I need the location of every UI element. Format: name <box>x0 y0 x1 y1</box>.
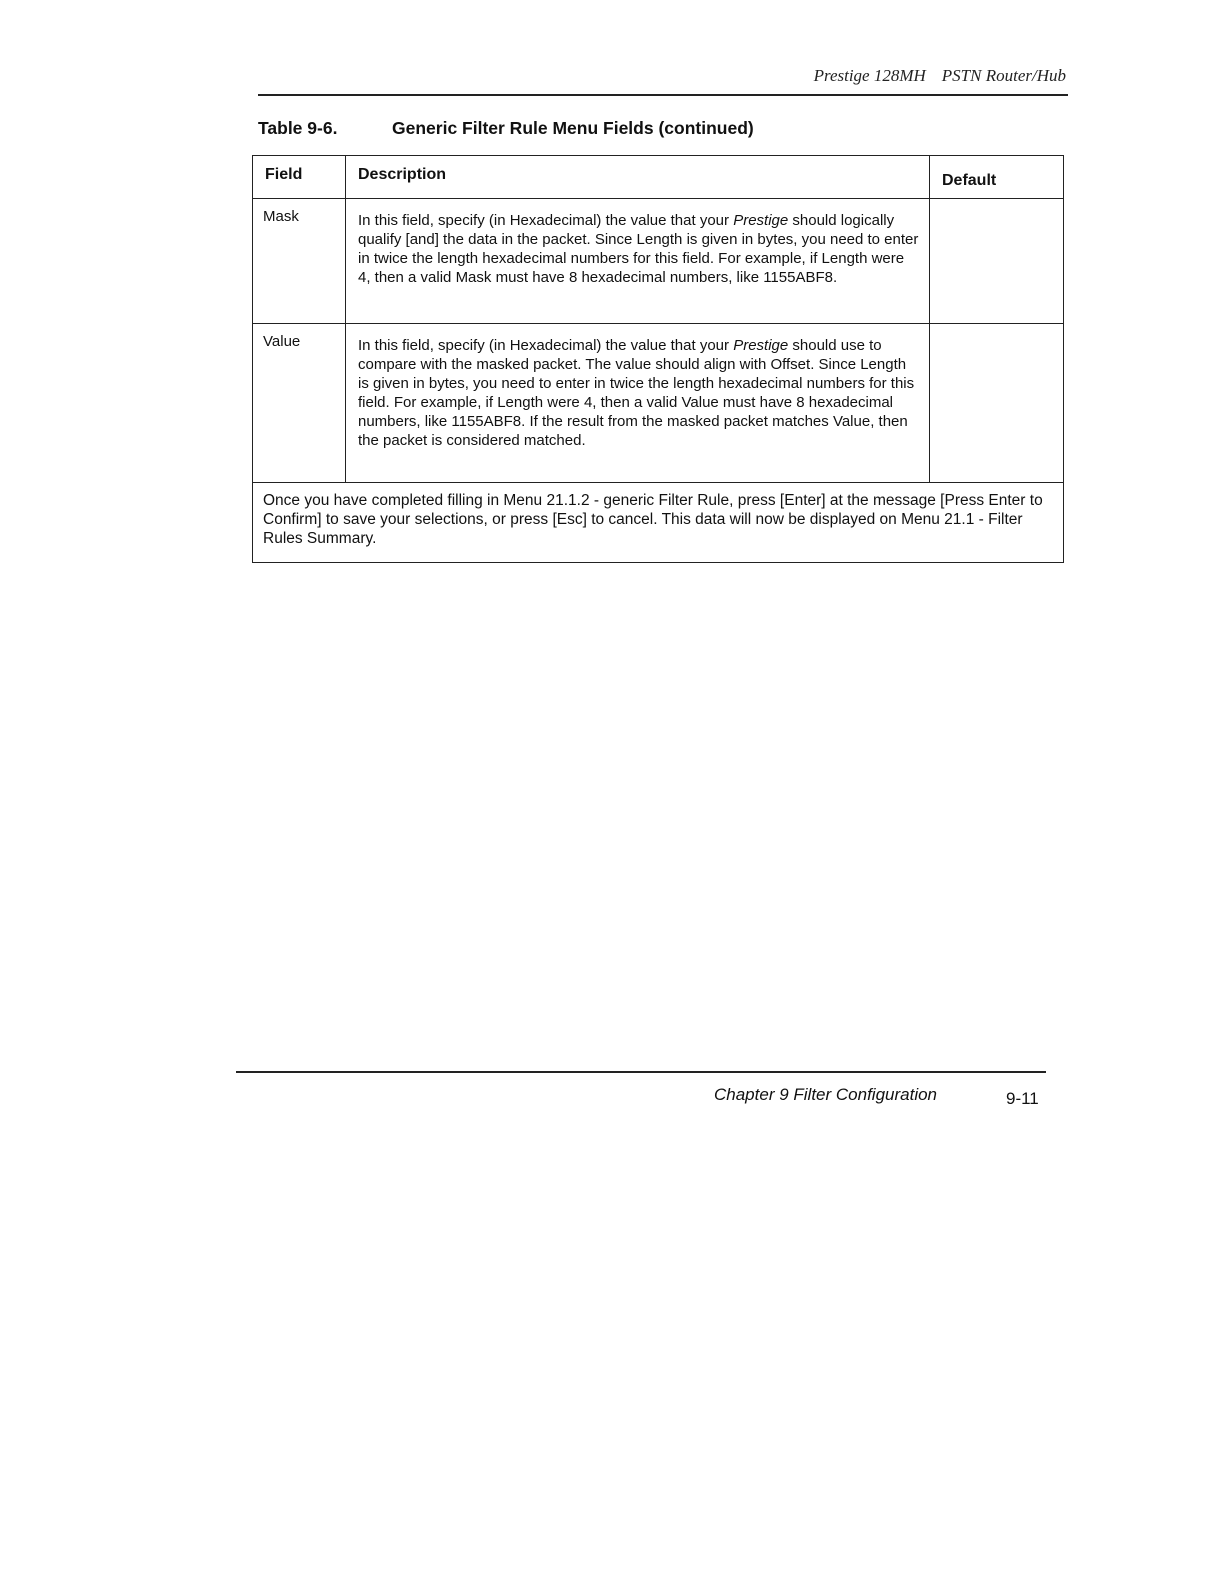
description-text: In this field, specify (in Hexadecimal) the value that your <box>358 337 734 354</box>
table-row <box>253 324 1064 483</box>
page-footer <box>236 1071 1046 1108</box>
header-subtitle: PSTN Router/Hub <box>941 66 1066 85</box>
page-number: 9-11 <box>1006 1089 1039 1108</box>
description-text: should logically qualify [and] the data in the packet. Since Length is given in bytes, you need to enter in twice the length hexadecimal numbers for this field. For example, if Length were 4, then a valid Mask must have 8 hexadecimal numbers, like 1155ABF8. <box>358 212 919 286</box>
column-header-default: Default <box>930 156 1064 199</box>
column-header-field: Field <box>253 156 346 199</box>
field-name-cell: Value <box>253 324 346 483</box>
table-note-row <box>253 483 1064 563</box>
table-header-row <box>253 156 1064 199</box>
field-name-cell: Mask <box>253 199 346 324</box>
description-cell <box>346 199 930 324</box>
table-caption <box>258 118 754 139</box>
field-table-container <box>252 155 1064 563</box>
description-cell <box>346 324 930 483</box>
field-table <box>252 155 1064 563</box>
page-header <box>258 64 1068 96</box>
table-title: Generic Filter Rule Menu Fields (continued) <box>392 118 754 138</box>
default-cell <box>930 324 1064 483</box>
description-emphasis: Prestige <box>733 337 789 354</box>
footer-chapter: Chapter 9 Filter Configuration <box>714 1085 938 1104</box>
running-header <box>814 66 1066 86</box>
table-number: Table 9-6. <box>258 118 338 138</box>
table-note: Once you have completed filling in Menu 21.1.2 - generic Filter Rule, press [Enter] at the message [Press Enter to Confirm] to save your selections, or press [Esc] to cancel. This data will now be displayed on Menu 21.1 - Filter Rules Summary. <box>253 483 1064 563</box>
header-product: Prestige 128MH <box>813 66 926 85</box>
table-row <box>253 199 1064 324</box>
column-header-description: Description <box>346 156 930 199</box>
description-emphasis: Prestige <box>733 212 789 229</box>
description-text: In this field, specify (in Hexadecimal) the value that your <box>358 212 734 229</box>
description-text: should use to compare with the masked packet. The value should align with Offset. Since Length is given in bytes, you need to enter in twice the length hexadecimal numbers for this field. For example, if Length were 4, then a valid Value must have 8 hexadecimal numbers, like 1155ABF8. If the result from the masked packet matches Value, then the packet is considered matched. <box>358 337 915 449</box>
default-cell <box>930 199 1064 324</box>
